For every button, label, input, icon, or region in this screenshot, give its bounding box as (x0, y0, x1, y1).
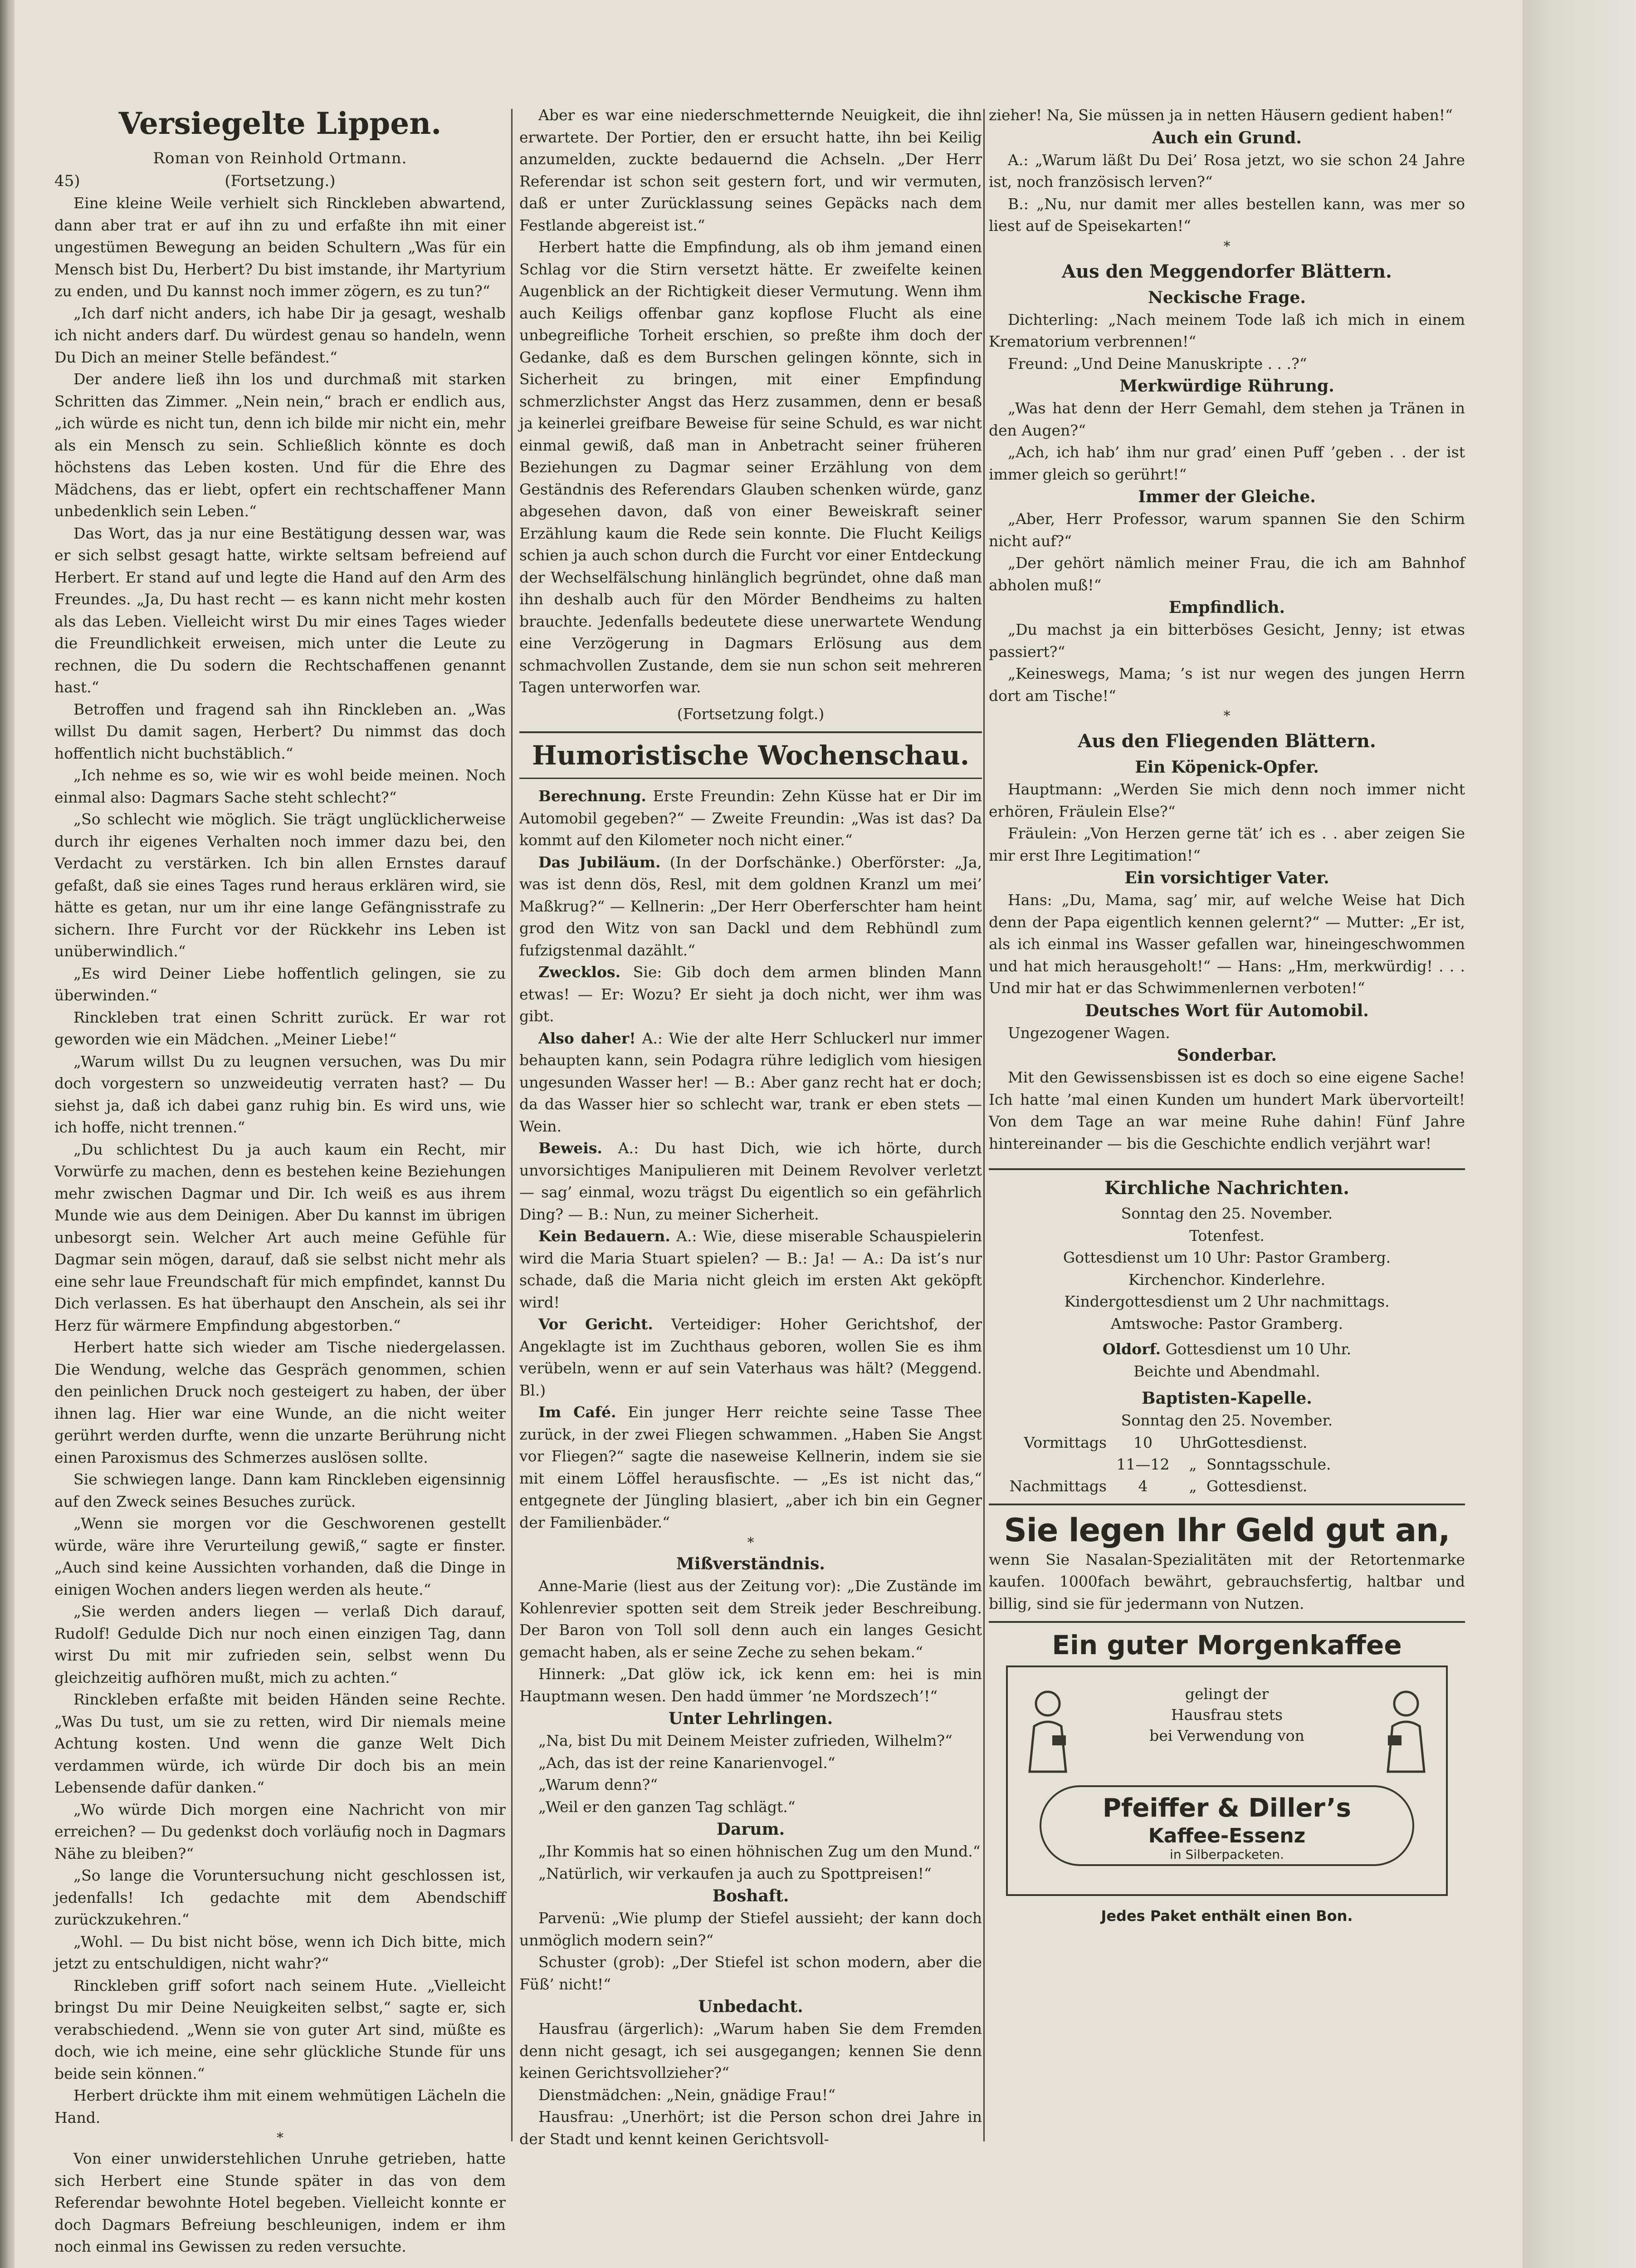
story-paragraph: Der andere ließ ihn los und durchmaß mit starken Schritten das Zimmer. „Nein nein,“ brach er endlich aus, „ich würde es nicht tun, denn ich bilde mir nicht ein, mehr als ein Mensch zu sein. Schließlich könnte es doch höchstens das Leben kosten. Und für die Ehre des Mädchens, das er liebt, opfert ein rechtschaffener Mann unbedenklich sein Leben.“ (54, 370, 506, 520)
story-paragraph: Herbert hatte die Empfindung, als ob ihm jemand einen Schlag vor die Stirn versetzt hätte. Er zweifelte keinen Augenblick an der Richtigkeit dieser Vermutung. Wenn ihm auch Keiligs offenbar ganz kopflose Flucht als eine unbegreifliche Torheit erschien, so preßte ihm doch der Gedanke, daß es dem Burschen gelingen könnte, sich in Sicherheit zu bringen, mit einer Empfindung schmerzlichster Angst das Herz zusammen, denn er besaß ja keinerlei greifbare Beweise für seine Schuld, es war nicht einmal gewiß, daß man in Anbetracht seiner früheren Beziehungen zu Dagmar seiner Erzählung von dem Geständnis des Referendars Glauben schenken würde, ganz abgesehen davon, daß von einer Beweiskraft seiner Erzählung kaum die Rede sein konnte. Die Flucht Keiligs schien ja auch schon durch die Furcht vor einer Entdeckung der Wechselfälschung hinlänglich begründet, ohne daß man ihn deshalb auch für den Mörder Bendheims zu halten brauchte. Jedenfalls bedeutete diese unerwartete Wendung eine Verzögerung in Dagmars Erlösung aus dem schmachvollen Zustande, dem sie nun schon seit mehreren Tagen unterworfen war. (519, 238, 982, 696)
church-schedule-cell: Gottesdienst. (1206, 1477, 1308, 1495)
text-line: A.: „Warum läßt Du Dei’ Rosa jetzt, wo sie schon 24 Jahre ist, noch französisch lerven?“ (989, 151, 1465, 191)
koep-lines (989, 779, 1465, 867)
story-paragraph: Herbert hatte sich wieder am Tische niedergelassen. Die Wendung, welche das Gespräch genommen, schien den peinlichen Druck noch gesteigert zu haben, der über ihnen lag. Hier war eine Wunde, an die nicht weiter gerührt werden durfte, wenn die unzarte Berührung nicht einen Paroxismus des Schmerzes auslösen sollte. (54, 1338, 506, 1466)
church-schedule-cell: „ (1189, 1455, 1197, 1473)
darum-heading: Darum. (716, 1820, 785, 1839)
text-line: Freund: „Und Deine Manuskripte . . .?“ (1008, 354, 1307, 372)
ad-coffee-line-3: bei Verwendung von (1149, 1727, 1304, 1744)
ad-nasalan (989, 1512, 1465, 1615)
story-paragraph: Rinckleben trat einen Schritt zurück. Er war rot geworden wie ein Mädchen. „Meiner Liebe!“ (54, 1008, 506, 1048)
merk-heading: Merkwürdige Rührung. (1119, 377, 1334, 396)
story-continuation: (Fortsetzung.) (225, 172, 336, 190)
ad-coffee-headline: Ein guter Morgenkaffee (1052, 1630, 1402, 1661)
page-binding (0, 0, 15, 2268)
text-line: Hausfrau: „Unerhört; ist die Person schon drei Jahre in der Stadt und kennt keinen Gerichtsvoll- (519, 2108, 982, 2148)
text-line: „Warum denn?“ (538, 1776, 658, 1793)
sond-text: Mit den Gewissensbissen ist es doch so eine eigene Sache! Ich hatte ’mal einen Kunden um hundert Mark übervorteilt! Von dem Tage an war meine Ruhe dahin! Fünf Jahre hintereinander — bis die Geschichte endlich verjährt war! (989, 1068, 1465, 1152)
neck-lines (989, 309, 1465, 375)
text-line: Dienstmädchen: „Nein, gnädige Frau!“ (538, 2086, 836, 2104)
church-title: Kirchliche Nachrichten. (1104, 1177, 1350, 1199)
church-line-2: Kirchenchor. Kinderlehre. (1128, 1270, 1326, 1288)
humor-item-heading: Also daher! (538, 1029, 636, 1047)
grund-lines (989, 149, 1465, 237)
humor-item-heading: Kein Bedauern. (538, 1227, 670, 1245)
humor-item (519, 961, 982, 1028)
column-3 (989, 104, 1465, 2173)
text-line: Dichterling: „Nach meinem Tode laß ich mich in einem Krematorium verbrennen!“ (989, 310, 1465, 350)
text-line: „Na, bist Du mit Deinem Meister zufrieden, Wilhelm?“ (538, 1732, 952, 1749)
humor-items (519, 785, 982, 1533)
story-paragraph: „Wo würde Dich morgen eine Nachricht von mir erreichen? — Du gedenkst doch vorläufig noch in Dagmars Nähe zu bleiben?“ (54, 1800, 506, 1862)
story-paragraph: „Du schlichtest Du ja auch kaum ein Recht, mir Vorwürfe zu machen, denn es bestehen keine Beziehungen mehr zwischen Dagmar und Dir. Ich weiß es aus ihrem Munde wie aus dem Deinigen. Aber Du kannst im übrigen unbesorgt sein. Welcher Art auch meine Gefühle für Dagmar sein mögen, darauf, daß sie selbst nicht mehr als eine sehr laue Freundschaft für mich empfindet, kannst Du Dich verlassen. Es hat überhaupt den Anschein, als sei ihr Herz für wärmere Empfindung abgestorben.“ (54, 1140, 506, 1334)
emp-lines (989, 619, 1465, 707)
neck-heading: Neckische Frage. (1148, 288, 1306, 307)
story-paragraph: „Wohl. — Du bist nicht böse, wenn ich Dich bitte, mich jetzt zu entschuldigen, nicht wahr?“ (54, 1932, 506, 1972)
humor-item-heading: Berechnung. (538, 787, 646, 805)
story-paragraph: Herbert drückte ihm mit einem wehmütigen Lächeln die Hand. (54, 2087, 506, 2126)
auto-heading: Deutsches Wort für Automobil. (1085, 1001, 1369, 1020)
humor-item-text: A.: Wie, diese miserable Schauspielerin wird die Maria Stuart spielen? — B.: Ja! — A.: Da ist’s nur schade, daß die Maria nicht gleich im ersten Akt geköpft wird! (519, 1227, 982, 1311)
ad-nasalan-text: wenn Sie Nasalan-Spezialitäten mit der Retortenmarke kaufen. 1000fach bewährt, gebrauchsfertig, haltbar und billig, sind sie für jedermann von Nutzen. (989, 1550, 1465, 1612)
text-line: B.: „Nu, nur damit mer alles bestellen kann, was mer so liest auf de Speisekarten!“ (989, 195, 1465, 235)
coffee-drinker-right-icon (1379, 1685, 1433, 1776)
col3-star-2: * (1223, 708, 1231, 724)
text-line: Hauptmann: „Werden Sie mich denn noch immer nicht erhören, Fräulein Else?“ (989, 780, 1465, 820)
story-paragraph: Betroffen und fragend sah ihn Rinckleben an. „Was willst Du damit sagen, Herbert? Du nimmst das doch hoffentlich nicht buchstäblich.“ (54, 700, 506, 762)
story-paragraph: „Ich nehme es so, wie wir es wohl beide meinen. Noch einmal also: Dagmars Sache steht schlecht?“ (54, 766, 506, 806)
page-edge-margin (1523, 0, 1636, 2268)
humor-item (519, 1401, 982, 1533)
text-line: „Ach, ich hab’ ihm nur grad’ einen Puff ’geben . . der ist immer gleich so gerührt!“ (989, 443, 1465, 483)
ad-coffee-footer: Jedes Paket enthält einen Bon. (1101, 1907, 1353, 1925)
story-number: 45) (54, 172, 80, 190)
church-baptist: Baptisten-Kapelle. (1142, 1389, 1312, 1408)
humor-item-text: Ein junger Herr reichte seine Tasse Thee zurück, in der zwei Fliegen schwammen. „Haben Sie Angst vor Fliegen?“ sagte die naseweise Kellnerin, indem sie sie mit einem Löffel herausfischte. — „Es ist nicht das,“ entgegnete der Jüngling blasiert, „aber ich bin ein Gegner der Familienbäder.“ (519, 1403, 982, 1531)
church-schedule-cell: „ (1189, 1477, 1197, 1495)
story-paragraphs (54, 192, 506, 2129)
church-line-3: Kindergottesdienst um 2 Uhr nachmittags. (1064, 1293, 1390, 1310)
story-paragraph: „Wenn sie morgen vor die Geschworenen gestellt würde, wäre ihre Verurteilung gewiß,“ sagte er finster. „Auch sind keine Aussichten vorhanden, daß die Dinge in einigen Wochen anders liegen werden als heute.“ (54, 1514, 506, 1598)
humor-item (519, 1137, 982, 1225)
flieg-heading: Aus den Fliegenden Blättern. (1078, 730, 1376, 752)
grund-heading: Auch ein Grund. (1152, 128, 1302, 147)
ad-coffee-line-1: gelingt der (1185, 1685, 1269, 1703)
ad-coffee-line-2: Hausfrau stets (1171, 1706, 1283, 1724)
text-line: Fräulein: „Von Herzen gerne tät’ ich es . . aber zeigen Sie mir erst Ihre Legitimation!“ (989, 824, 1465, 864)
story-paragraph: „Ich darf nicht anders, ich habe Dir ja gesagt, weshalb ich nicht anders darf. Du würdest genau so handeln, wenn Du Dich an meiner Stelle befändest.“ (54, 304, 506, 366)
ad-nasalan-headline: Sie legen Ihr Geld gut an, (1004, 1511, 1450, 1549)
divider (989, 1621, 1465, 1623)
humor-item-text: Sie: Gib doch dem armen blinden Mann etwas! — Er: Wozu? Er sieht ja doch nicht, wer ihm was gibt. (519, 963, 982, 1025)
ad-coffee-box (1006, 1665, 1448, 1896)
humor-item-heading: Im Café. (538, 1403, 616, 1421)
humor-item-text: (In der Dorfschänke.) Oberförster: „Ja, was ist denn dös, Resl, mit dem goldnen Kranzl um mei’ Maßkrug?“ — Kellnerin: „Der Herr Oberferschter ham heint grod den Witz von san Dackl und dem Rebhündl zum fufzigstenmal dazählt.“ (519, 853, 982, 959)
story-paragraph: Rinckleben erfaßte mit beiden Händen seine Rechte. „Was Du tust, um sie zu retten, wird Dir niemals meine Achtung kosten. Und wenn die ganze Welt Dich verdammen würde, ich würde Dir doch bis an mein Lebensende dafür danken.“ (54, 1690, 506, 1796)
divider (519, 731, 982, 733)
miss-heading: Mißverständnis. (676, 1554, 825, 1573)
church-schedule-cell (989, 1454, 1107, 1475)
text-line: „Aber, Herr Professor, warum spannen Sie den Schirm nicht auf?“ (989, 510, 1465, 550)
church-schedule-cell: Sonntagsschule. (1206, 1455, 1331, 1473)
church-schedule-row (989, 1432, 1465, 1454)
text-line: „Keineswegs, Mama; ’s ist nur wegen des jungen Herrn dort am Tische!“ (989, 665, 1465, 705)
humor-item-text: Erste Freundin: Zehn Küsse hat er Dir im Automobil gegeben?“ — Zweite Freundin: „Was ist das? Da kommt auf den Kilometer noch nicht einer.“ (519, 787, 982, 849)
text-line: „Ach, das ist der reine Kanarienvogel.“ (538, 1754, 835, 1772)
humor-item (519, 785, 982, 852)
col3-intro: zieher! Na, Sie müssen ja in netten Häusern gedient haben!“ (989, 106, 1453, 124)
text-line: „Der gehört nämlich meiner Frau, die ich am Bahnhof abholen muß!“ (989, 554, 1465, 594)
unb-lines (519, 2018, 982, 2150)
church-schedule-cell: 4 (1138, 1477, 1148, 1495)
church-schedule-row (989, 1475, 1465, 1497)
merk-lines (989, 397, 1465, 485)
divider (519, 778, 982, 779)
text-line: Hausfrau (ärgerlich): „Warum haben Sie dem Fremden denn nicht gesagt, ich sei ausgegangen; kennen Sie denn keinen Gerichtsvollzieher?“ (519, 2020, 982, 2082)
column-rule-2 (983, 109, 985, 2141)
story-col2-paragraphs (519, 104, 982, 699)
column-rule-1 (511, 109, 513, 2141)
church-line-4: Amtswoche: Pastor Gramberg. (1110, 1314, 1343, 1332)
church-notices (989, 1176, 1465, 1497)
text-line: „Ihr Kommis hat so einen höhnischen Zug um den Mund.“ (538, 1842, 981, 1860)
ad-coffee (989, 1629, 1465, 1926)
miss-text: Anne-Marie (liest aus der Zeitung vor): „Die Zustände im Kohlenrevier spotten seit dem Streik jeder Beschreibung. Der Baron von Toll soll denn auch ein langes Gesicht gemacht haben, als er seine Zeche zu sehen bekam.“ (519, 1577, 982, 1661)
ad-coffee-brand-oval (1040, 1785, 1414, 1866)
humor-item (519, 1313, 982, 1401)
emp-heading: Empfindlich. (1168, 598, 1285, 617)
church-schedule-cell: Uhr (1179, 1433, 1209, 1451)
story-to-be-continued: (Fortsetzung folgt.) (677, 705, 825, 723)
text-line: Parvenü: „Wie plump der Stiefel aussieht; der kann doch unmöglich modern sein?“ (519, 1909, 982, 1949)
humor-item-heading: Beweis. (538, 1139, 602, 1157)
story-paragraph: Rinckleben griff sofort nach seinem Hute. „Vielleicht bringst Du mir Deine Neuigkeiten selbst,“ sagte er, sich verabschiedend. „Wenn sie von guter Art sind, müßte es doch, wie ich meine, eine sehr glückliche Stunde für uns beide sein können.“ (54, 1976, 506, 2082)
humor-item-heading: Vor Gericht. (538, 1315, 653, 1333)
church-schedule-cell: Gottesdienst. (1206, 1433, 1308, 1451)
story-paragraph: „Warum willst Du zu leugnen versuchen, was Du mir doch vorgestern so unzweideutig verraten hast? — Du siehst ja, daß ich dabei ganz ruhig bin. Es wird uns, wie ich hoffe, nicht trennen.“ (54, 1052, 506, 1136)
column-1 (54, 104, 506, 2255)
story-paragraph: „So schlecht wie möglich. Sie trägt unglücklicherweise durch ihr eigenes Verhalten noch immer dazu bei, den Verdacht zu verstärken. Ich bin allen Ernstes darauf gefaßt, daß sie eines Tages rund heraus erklären wird, sie hätte es getan, nur um ihr eine lange Gefängnisstrafe zu sichern. Ihre Furcht vor der Rückkehr ins Leben ist unüberwindlich.“ (54, 810, 506, 960)
story-paragraph: Das Wort, das ja nur eine Bestätigung dessen war, was er sich selbst gesagt hatte, wirkte seltsam befreiend auf Herbert. Er stand auf und legte die Hand auf den Arm des Freundes. „Ja, Du hast recht — es kann nicht mehr kosten als das Leben. Vielleicht wirst Du mir eines Tages wieder die Freundlichkeit erweisen, mich unter die Leute zu rechnen, die Du sodern die Rechtschaffenen genannt hast.“ (54, 524, 506, 696)
story-number-row (54, 170, 506, 192)
church-line-5: Gottesdienst um 10 Uhr. (1165, 1340, 1352, 1358)
miss-text-2: Hinnerk: „Dat glöw ick, ick kenn em: hei is min Hauptmann wesen. Den hadd ümmer ’ne Mordszech’!“ (519, 1665, 982, 1705)
church-schedule-cell: Nachmittags (1009, 1477, 1107, 1495)
vor-text: Hans: „Du, Mama, sag’ mir, auf welche Weise hat Dich denn der Papa eigentlich kennen gelernt?“ — Mutter: „Er ist, als ich einmal ins Wasser gefallen war, hineingeschwommen und hat mich herausgeholt!“ — Hans: „Hm, merkwürdig! . . . Und mir hat er das Schwimmenlernen verboten!“ (989, 891, 1465, 997)
church-schedule-cell: Vormittags (1024, 1433, 1107, 1451)
imm-heading: Immer der Gleiche. (1138, 487, 1316, 506)
church-schedule (989, 1432, 1465, 1497)
megg-heading: Aus den Meggendorfer Blättern. (1062, 260, 1392, 282)
humor-item-heading: Das Jubiläum. (538, 853, 661, 871)
story-title: Versiegelte Lippen. (118, 106, 442, 141)
church-schedule-cell: 11—12 (1116, 1455, 1170, 1473)
coffee-drinker-left-icon (1021, 1685, 1075, 1776)
bos-lines (519, 1907, 982, 1995)
ad-coffee-pack: in Silberpacketen. (1170, 1847, 1284, 1862)
humor-item-text: A.: Du hast Dich, wie ich hörte, durch unvorsichtiges Manipulieren mit Deinem Revolver verletzt — sag’ einmal, wozu trägst Du eigentlich so ein gefährlich Ding? — B.: Nun, zu meiner Sicherheit. (519, 1139, 982, 1223)
story-subtitle: Roman von Reinhold Ortmann. (153, 149, 407, 167)
story-star: * (277, 2130, 283, 2146)
story-paragraph: „So lange die Voruntersuchung nicht geschlossen ist, jedenfalls! Ich gedachte mit dem Abendschiff zurückzukehren.“ (54, 1866, 506, 1928)
church-oldorf: Oldorf. (1102, 1340, 1161, 1358)
text-line: „Natürlich, wir verkaufen ja auch zu Spottpreisen!“ (538, 1864, 932, 1882)
auto-text: Ungezogener Wagen. (1008, 1024, 1170, 1042)
vor-heading: Ein vorsichtiger Vater. (1124, 868, 1329, 887)
humor-item-heading: Zwecklos. (538, 963, 621, 981)
story-paragraph: Sie schwiegen lange. Dann kam Rinckleben eigensinnig auf den Zweck seines Besuches zurück. (54, 1470, 506, 1510)
story-paragraph: Aber es war eine niederschmetternde Neuigkeit, die ihn erwartete. Der Portier, den er ersucht hatte, ihn bei Keilig anzumelden, zuckte bedauernd die Achseln. „Der Herr Referendar ist schon seit gestern fort, und wir vermuten, daß er unter Zurücklassung seines Gepäcks nach dem Festlande abgereist ist.“ (519, 106, 982, 234)
sond-heading: Sonderbar. (1177, 1046, 1277, 1065)
story-paragraph: „Sie werden anders liegen — verlaß Dich darauf, Rudolf! Gedulde Dich nur noch einen einzigen Tag, dann wirst Du mit mir zufrieden sein, selbst wenn Du gleichzeitig aufhören mußt, mich zu achten.“ (54, 1602, 506, 1686)
text-line: „Weil er den ganzen Tag schlägt.“ (538, 1798, 796, 1816)
imm-lines (989, 508, 1465, 596)
divider (989, 1504, 1465, 1505)
lehr-lines (519, 1730, 982, 1818)
text-line: Schuster (grob): „Der Stiefel ist schon modern, aber die Füß’ nicht!“ (519, 1953, 982, 1993)
church-baptist-date: Sonntag den 25. November. (1121, 1411, 1333, 1429)
story-paragraph: „Es wird Deiner Liebe hoffentlich gelingen, sie zu überwinden.“ (54, 964, 506, 1004)
church-fest: Totenfest. (1189, 1226, 1265, 1244)
bos-heading: Boshaft. (712, 1886, 789, 1906)
humor-item (519, 1225, 982, 1313)
story-after-star: Von einer unwiderstehlichen Unruhe getrieben, hatte sich Herbert eine Stunde später in das von dem Referendar bewohnte Hotel begeben. Vielleicht konnte er doch Dagmars Befreiung beschleunigen, indem er ihm noch einmal ins Gewissen zu reden versuchte. (54, 2150, 506, 2255)
humor-star: * (747, 1535, 754, 1551)
church-line-1: Gottesdienst um 10 Uhr: Pastor Gramberg. (1063, 1249, 1391, 1266)
divider (989, 1168, 1465, 1170)
lehr-heading: Unter Lehrlingen. (668, 1709, 833, 1728)
humor-item-text: A.: Wie der alte Herr Schluckerl nur immer behaupten kann, sein Podagra rühre lediglich vom hiesigen ungesunden Wasser her! — B.: Aber ganz recht hat er doch; da das Wasser hier so schlecht war, trank er eben stets — Wein. (519, 1029, 982, 1135)
darum-lines (519, 1841, 982, 1885)
church-schedule-cell: 10 (1133, 1433, 1153, 1451)
text-line: „Was hat denn der Herr Gemahl, dem stehen ja Tränen in den Augen?“ (989, 399, 1465, 439)
church-schedule-row (989, 1454, 1465, 1475)
church-line-6: Beichte und Abendmahl. (1133, 1362, 1320, 1380)
unb-heading: Unbedacht. (698, 1997, 803, 2016)
humor-title: Humoristische Wochenschau. (532, 740, 970, 771)
ad-coffee-copy (1094, 1684, 1360, 1746)
ad-coffee-brand: Pfeiffer & Diller’s (1103, 1793, 1351, 1823)
koep-heading: Ein Köpenick-Opfer. (1135, 758, 1319, 777)
story-paragraph: Eine kleine Weile verhielt sich Rinckleben abwartend, dann aber trat er auf ihn zu und erfaßte ihn mit einer ungestümen Bewegung an beiden Schultern „Was für ein Mensch bist Du, Herbert? Du bist imstande, ihr Martyrium zu enden, und Du kannst noch immer zögern, es zu tun?“ (54, 194, 506, 300)
church-oldorf-row (989, 1338, 1465, 1361)
ad-coffee-product: Kaffee-Essenz (1148, 1824, 1306, 1847)
col3-star: * (1223, 238, 1231, 255)
humor-item-text: Verteidiger: Hoher Gerichtshof, der Angeklagte ist im Zuchthaus geboren, wollen Sie es ihm verübeln, wenn er auf sein Vaterhaus was hält? (Meggend. Bl.) (519, 1315, 982, 1399)
column-2 (519, 104, 982, 2173)
text-line: „Du machst ja ein bitterböses Gesicht, Jenny; ist etwas passiert?“ (989, 621, 1465, 661)
humor-item (519, 852, 982, 962)
humor-item (519, 1028, 982, 1138)
church-date: Sonntag den 25. November. (1121, 1205, 1333, 1222)
